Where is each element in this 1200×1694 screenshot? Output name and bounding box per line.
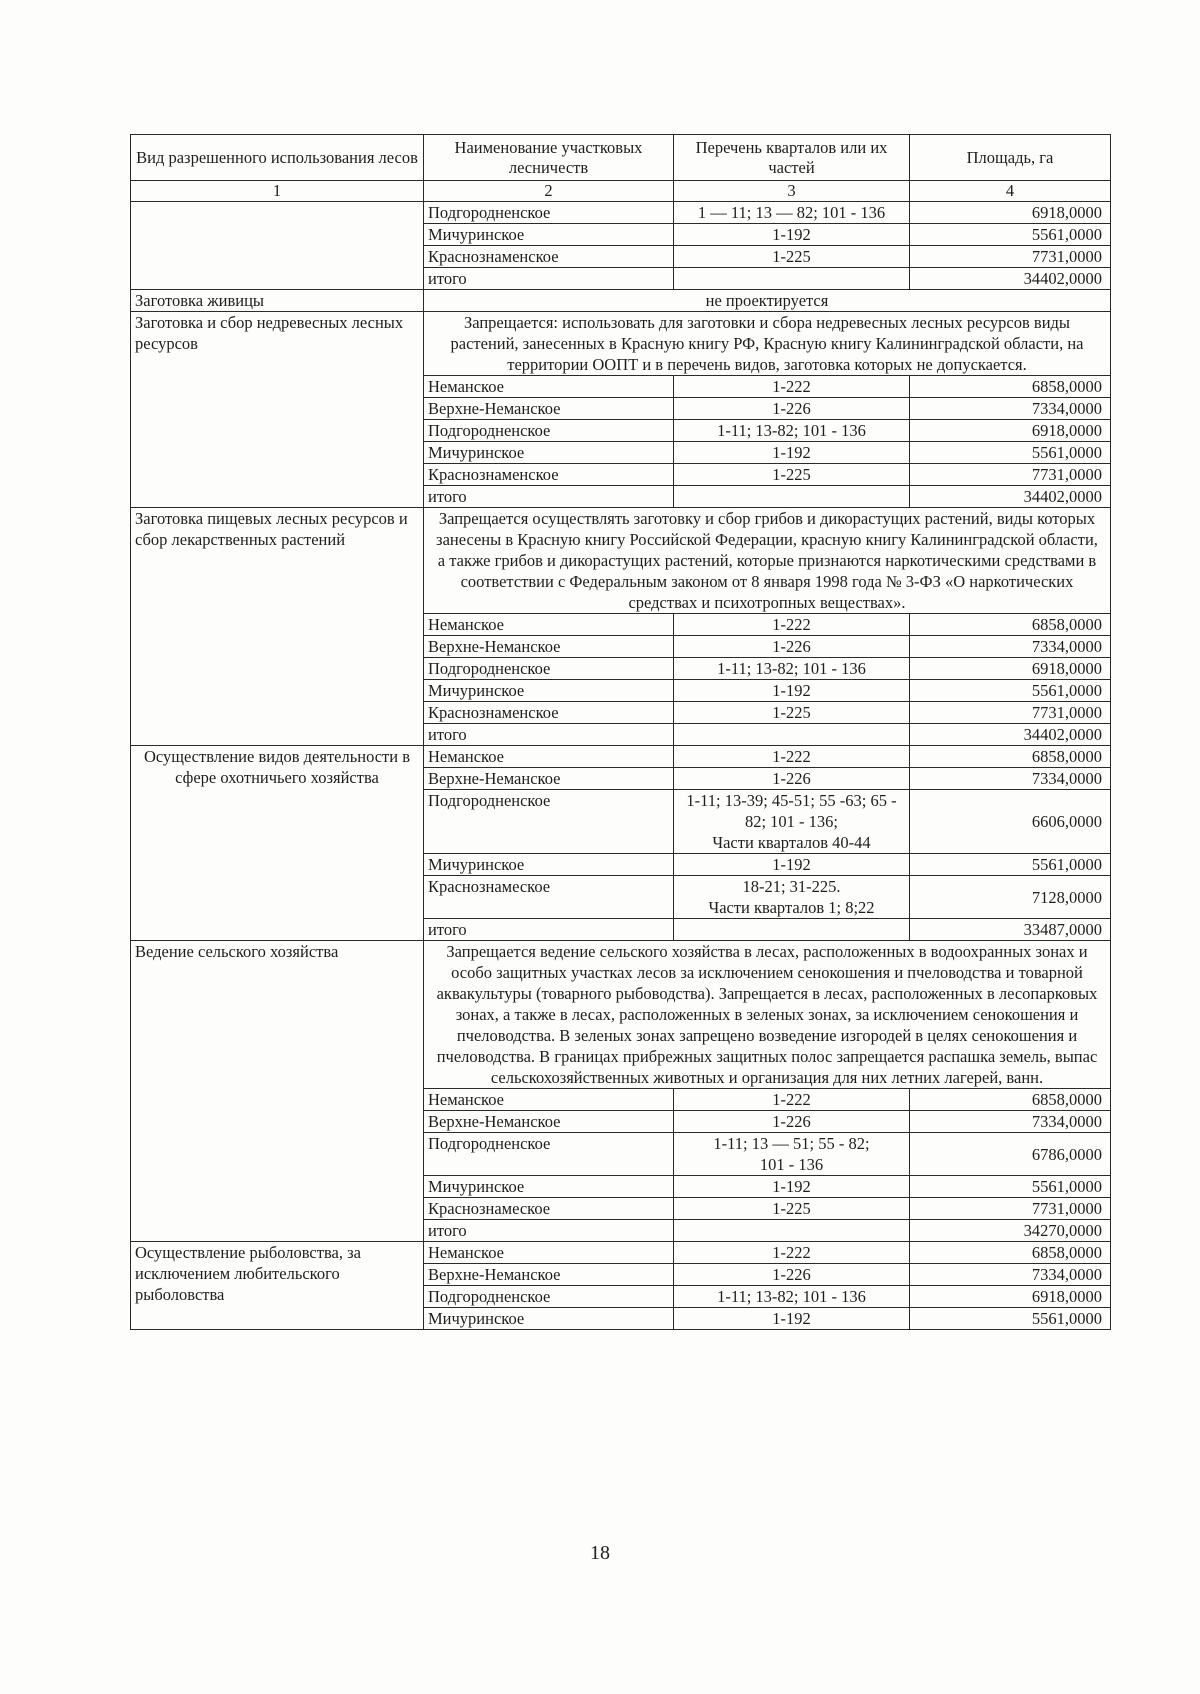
quarters: 1-11; 13-82; 101 - 136	[674, 1286, 910, 1308]
category-note: Запрещается: использовать для заготовки и сбора недревесных лесных ресурсов виды растений, занесенных в Красную книгу РФ, Красную книгу Калининградской области, на территории ООПТ и в перечень видов, заготовка которых не допускается.	[424, 312, 1111, 376]
quarters: 1-225	[674, 1198, 910, 1220]
category-note: Запрещается ведение сельского хозяйства в лесах, расположенных в водоохранных зонах и особо защитных участках лесов за исключением сенокошения и пчеловодства и товарной аквакультуры (товарного рыбоводства). Запрещается в лесах, расположенных в лесопарковых зонах, а также в лесах, расположенных в зеленых зонах, за исключением сенокошения и пчеловодства. В зеленых зонах запрещено возведение изгородей в целях сенокошения и пчеловодства. В границах прибрежных защитных полос запрещается распашка земель, выпас сельскохозяйственных животных и организация для них летних лагерей, ванн.	[424, 941, 1111, 1089]
quarters: 1-192	[674, 680, 910, 702]
area: 7334,0000	[910, 1111, 1111, 1133]
total-area: 33487,0000	[910, 919, 1111, 941]
area: 5561,0000	[910, 1176, 1111, 1198]
total-label: итого	[424, 724, 674, 746]
forestry-name: Краснознаменское	[424, 702, 674, 724]
area: 7731,0000	[910, 702, 1111, 724]
table-row	[131, 1242, 1111, 1264]
forestry-name: Подгородненское	[424, 1286, 674, 1308]
forestry-name: Мичуринское	[424, 224, 674, 246]
quarters: 1-11; 13 — 51; 55 - 82;	[713, 1134, 870, 1153]
category-cell-empty	[131, 202, 424, 290]
area: 7128,0000	[910, 876, 1111, 919]
forestry-name: Неманское	[424, 1242, 674, 1264]
category-note: не проектируется	[424, 290, 1111, 312]
quarters: 1-192	[674, 854, 910, 876]
header-col3: Перечень кварталов или их частей	[674, 135, 910, 181]
forestry-name: Неманское	[424, 376, 674, 398]
quarters: 1 — 11; 13 — 82; 101 - 136	[674, 202, 910, 224]
quarters-parts: Части кварталов 40-44	[712, 833, 871, 852]
quarters: 1-226	[674, 398, 910, 420]
forestry-name: Краснознамеское	[424, 1198, 674, 1220]
area: 7731,0000	[910, 464, 1111, 486]
total-label: итого	[424, 268, 674, 290]
quarters: 1-225	[674, 464, 910, 486]
quarters-cell	[674, 1133, 910, 1176]
quarters-cell	[674, 790, 910, 854]
forestry-name: Подгородненское	[424, 420, 674, 442]
area: 5561,0000	[910, 680, 1111, 702]
category-label: Осуществление рыболовства, за исключением любительского рыболовства	[131, 1242, 424, 1330]
quarters: 1-192	[674, 442, 910, 464]
quarters: 1-192	[674, 224, 910, 246]
forestry-name: Краснознамеское	[424, 876, 674, 919]
forestry-name: Подгородненское	[424, 790, 674, 854]
quarters: 1-222	[674, 746, 910, 768]
area: 6606,0000	[910, 790, 1111, 854]
quarters	[674, 724, 910, 746]
area: 6858,0000	[910, 1089, 1111, 1111]
area: 6918,0000	[910, 420, 1111, 442]
quarters: 1-11; 13-39; 45-51; 55 -63; 65 - 82; 101 - 136;	[686, 791, 897, 831]
total-label: итого	[424, 486, 674, 508]
quarters: 1-226	[674, 1111, 910, 1133]
quarters-parts: Части кварталов 1; 8;22	[708, 898, 875, 917]
quarters: 1-222	[674, 376, 910, 398]
forestry-name: Мичуринское	[424, 854, 674, 876]
total-label: итого	[424, 919, 674, 941]
forestry-name: Верхне-Неманское	[424, 1111, 674, 1133]
category-label: Осуществление видов деятельности в сфере охотничьего хозяйства	[131, 746, 424, 941]
area: 6858,0000	[910, 1242, 1111, 1264]
quarters: 1-226	[674, 636, 910, 658]
quarters	[674, 268, 910, 290]
forestry-name: Верхне-Неманское	[424, 398, 674, 420]
area: 7731,0000	[910, 246, 1111, 268]
quarters-cell	[674, 876, 910, 919]
table-row	[131, 290, 1111, 312]
quarters	[674, 486, 910, 508]
area: 5561,0000	[910, 854, 1111, 876]
category-label: Ведение сельского хозяйства	[131, 941, 424, 1242]
category-note: Запрещается осуществлять заготовку и сбор грибов и дикорастущих растений, виды которых занесены в Красную книгу Российской Федерации, красную книгу Калининградской области, а также грибов и дикорастущих растений, которые признаются наркотическими средствами в соответствии с Федеральным законом от 8 января 1998 года № 3-ФЗ «О наркотических средствах и психотропных веществах».	[424, 508, 1111, 614]
forestry-name: Мичуринское	[424, 1308, 674, 1330]
area: 7334,0000	[910, 398, 1111, 420]
quarters-continued: 101 - 136	[759, 1155, 824, 1174]
header-row	[131, 135, 1111, 181]
area: 6918,0000	[910, 658, 1111, 680]
header-number-row	[131, 181, 1111, 202]
forestry-name: Верхне-Неманское	[424, 1264, 674, 1286]
quarters: 1-11; 13-82; 101 - 136	[674, 658, 910, 680]
forestry-name: Мичуринское	[424, 1176, 674, 1198]
category-label: Заготовка живицы	[131, 290, 424, 312]
quarters: 1-225	[674, 246, 910, 268]
area: 5561,0000	[910, 224, 1111, 246]
forestry-name: Неманское	[424, 614, 674, 636]
table-row	[131, 508, 1111, 614]
forestry-name: Мичуринское	[424, 680, 674, 702]
quarters: 1-226	[674, 1264, 910, 1286]
forestry-name: Краснознаменское	[424, 464, 674, 486]
forestry-name: Неманское	[424, 1089, 674, 1111]
area: 6918,0000	[910, 1286, 1111, 1308]
header-col1: Вид разрешенного использования лесов	[131, 135, 424, 181]
total-area: 34402,0000	[910, 268, 1111, 290]
forestry-name: Верхне-Неманское	[424, 768, 674, 790]
quarters: 1-226	[674, 768, 910, 790]
forestry-name: Подгородненское	[424, 1133, 674, 1176]
total-area: 34270,0000	[910, 1220, 1111, 1242]
table-row	[131, 941, 1111, 1089]
area: 6858,0000	[910, 614, 1111, 636]
page-number: 18	[590, 1542, 610, 1564]
area: 6918,0000	[910, 202, 1111, 224]
category-label: Заготовка и сбор недревесных лесных ресурсов	[131, 312, 424, 508]
header-num1: 1	[131, 181, 424, 202]
total-area: 34402,0000	[910, 724, 1111, 746]
forestry-name: Мичуринское	[424, 442, 674, 464]
forestry-name: Верхне-Неманское	[424, 636, 674, 658]
area: 6786,0000	[910, 1133, 1111, 1176]
quarters: 1-192	[674, 1176, 910, 1198]
header-col2: Наименование участковых лесничеств	[424, 135, 674, 181]
quarters	[674, 919, 910, 941]
area: 7334,0000	[910, 768, 1111, 790]
total-area: 34402,0000	[910, 486, 1111, 508]
table-row	[131, 202, 1111, 224]
area: 5561,0000	[910, 1308, 1111, 1330]
total-label: итого	[424, 1220, 674, 1242]
quarters: 1-192	[674, 1308, 910, 1330]
quarters: 1-222	[674, 614, 910, 636]
header-num3: 3	[674, 181, 910, 202]
header-num2: 2	[424, 181, 674, 202]
area: 7731,0000	[910, 1198, 1111, 1220]
category-label: Заготовка пищевых лесных ресурсов и сбор лекарственных растений	[131, 508, 424, 746]
quarters: 1-222	[674, 1242, 910, 1264]
quarters: 1-222	[674, 1089, 910, 1111]
forest-use-table	[130, 134, 1111, 1330]
area: 7334,0000	[910, 1264, 1111, 1286]
area: 6858,0000	[910, 746, 1111, 768]
forestry-name: Подгородненское	[424, 658, 674, 680]
area: 7334,0000	[910, 636, 1111, 658]
table-row	[131, 312, 1111, 376]
forestry-name: Подгородненское	[424, 202, 674, 224]
header-col4: Площадь, га	[910, 135, 1111, 181]
table-row	[131, 746, 1111, 768]
area: 5561,0000	[910, 442, 1111, 464]
forestry-name: Неманское	[424, 746, 674, 768]
quarters: 18-21; 31-225.	[742, 877, 841, 896]
area: 6858,0000	[910, 376, 1111, 398]
header-num4: 4	[910, 181, 1111, 202]
quarters	[674, 1220, 910, 1242]
quarters: 1-225	[674, 702, 910, 724]
forestry-name: Краснознаменское	[424, 246, 674, 268]
quarters: 1-11; 13-82; 101 - 136	[674, 420, 910, 442]
